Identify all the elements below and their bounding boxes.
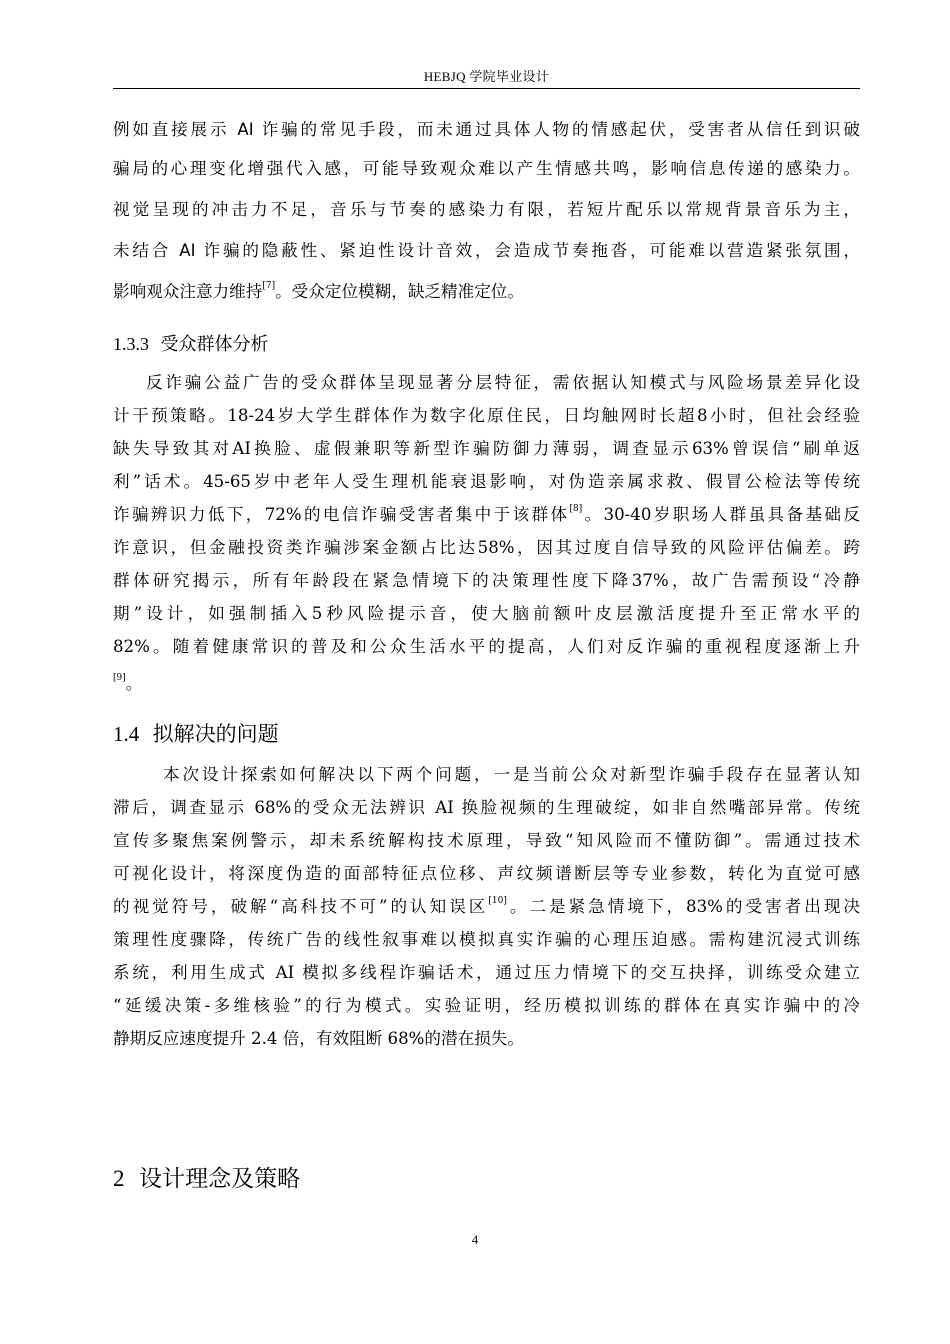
text-line — [113, 665, 860, 703]
text-run: 诈骗辨识力低下，72%的电信诈骗受害者集中于该群体 — [113, 505, 570, 524]
text-line — [113, 232, 860, 270]
text-line: 可视化设计，将深度伪造的面部特征点位移、声纹频谱断层等专业参数，转化为直觉可感 — [113, 864, 860, 883]
text-line: 缺失导致其对AI换脸、虚假兼职等新型诈骗防御力薄弱，调查显示63%曾误信“刷单返 — [113, 439, 860, 458]
section-number: 1.4 — [113, 722, 140, 746]
text-run: 。 — [125, 674, 143, 693]
citation: [9] — [113, 673, 126, 683]
section-title: 受众群体分析 — [160, 334, 269, 355]
text-line: 82%。随着健康常识的普及和公众生活水平的提高，人们对反诈骗的重视程度逐渐上升 — [113, 637, 860, 656]
section-heading-1-3-3 — [113, 330, 268, 356]
text-run: 会造成 — [494, 241, 553, 260]
text-line: 策理性度骤降，传统广告的线性叙事难以模拟真实诈骗的心理压迫感。需构建沉浸式训练 — [113, 930, 860, 949]
citation: [8] — [569, 504, 583, 514]
chapter-heading-2 — [113, 1160, 300, 1193]
page-number: 4 — [471, 1232, 479, 1247]
text-run: 。受众定位模糊，缺乏精准定位。 — [275, 282, 524, 301]
text-line — [113, 273, 860, 311]
text-line: 滞后，调查显示 68%的受众无法辨识 AI 换脸视频的生理破绽，如非自然嘴部异常。传统 — [113, 798, 860, 817]
text-line: 静期反应速度提升 2.4 倍，有效阻断 68%的潜在损失。 — [113, 1029, 524, 1048]
text-line: 本次设计探索如何解决以下两个问题，一是当前公众对新型诈骗手段存在显著认知 — [163, 765, 860, 784]
text-line: 例如直接展示 AI 诈骗的常见手段，而未通过具体人物的情感起伏，受害者从信任到识破 — [113, 120, 860, 139]
running-header: HEBJQ 学院毕业设计 — [423, 69, 550, 84]
text-line: “延缓决策-多维核验”的行为模式。实验证明，经历模拟训练的群体在真实诈骗中的冷 — [113, 996, 860, 1015]
chapter-title: 设计理念及策略 — [139, 1166, 301, 1192]
text-line: 利”话术。45-65岁中老年人受生理机能衰退影响，对伪造亲属求救、假冒公检法等传统 — [113, 472, 860, 491]
chapter-number: 2 — [113, 1166, 125, 1191]
text-line: 群体研究揭示，所有年龄段在紧急情境下的决策理性度下降37%，故广告需预设“冷静 — [113, 571, 860, 590]
text-line — [113, 191, 860, 229]
section-number: 1.3.3 — [113, 334, 149, 354]
text-run: 。二是紧急情境下，83%的受害者出现决 — [506, 897, 860, 916]
text-line: 期”设计，如强制插入5秒风险提示音，使大脑前额叶皮层激活度提升至正常水平的 — [113, 604, 860, 623]
citation: [7] — [262, 281, 276, 291]
text-line: 计干预策略。18-24岁大学生群体作为数字化原住民，日均触网时长超8小时，但社会经验 — [113, 406, 860, 425]
text-line: 反诈骗公益广告的受众群体呈现显著分层特征，需依据认知模式与风险场景差异化设 — [146, 373, 860, 392]
text-run-bold: 影响观众注意力维持 — [113, 282, 263, 301]
text-run: 视觉呈现的冲击力不足，音乐与节奏的感染力有限， — [113, 200, 568, 219]
text-run: 的视觉符号，破解“高科技不可”的认知误区 — [113, 897, 489, 916]
text-run-bold: 若短片配乐以常规背景音乐为主， — [567, 200, 861, 219]
text-line: 诈意识，但金融投资类诈骗涉案金额占比达58%，因其过度自信导致的风险评估偏差。跨 — [113, 538, 860, 557]
text-line: 宣传多聚焦案例警示，却未系统解构技术原理，导致“知风险而不懂防御”。需通过技术 — [113, 831, 860, 850]
text-line: 骗局的心理变化增强代入感，可能导致观众难以产生情感共鸣，影响信息传递的感染力。 — [113, 159, 860, 178]
citation: [10] — [488, 896, 507, 906]
text-run-bold: 节奏拖沓，可能难以营造紧张氛围， — [552, 241, 861, 260]
section-heading-1-4 — [113, 718, 279, 748]
header-rule — [113, 88, 860, 89]
section-title: 拟解决的问题 — [152, 722, 279, 746]
text-line: 系统，利用生成式 AI 模拟多线程诈骗话术，通过压力情境下的交互抉择，训练受众建立 — [113, 963, 860, 982]
text-run-bold: 未结合 AI 诈骗的隐蔽性、紧迫性设计音效， — [113, 241, 495, 260]
text-run: 。30-40岁职场人群虽具备基础反 — [582, 505, 860, 524]
